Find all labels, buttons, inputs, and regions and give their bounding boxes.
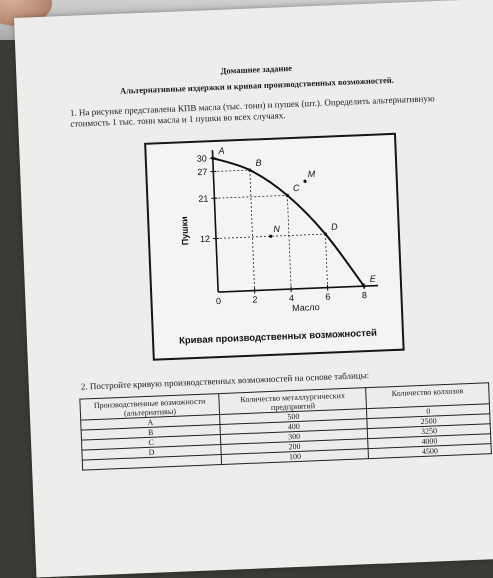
x-axis-label: Масло bbox=[292, 302, 320, 313]
task-2-text: 2. Постройте кривую производственных возможностей на основе таблицы: bbox=[81, 366, 481, 393]
x-tick-label: 0 bbox=[216, 296, 221, 306]
guide-line-horizontal bbox=[213, 170, 249, 171]
y-tick-label: 30 bbox=[197, 153, 207, 163]
guide-line-vertical bbox=[250, 170, 255, 291]
guide-line-vertical bbox=[287, 195, 291, 289]
table-cell: C bbox=[81, 435, 220, 451]
table-cell: 400 bbox=[220, 419, 368, 435]
table-header-alternatives: Производственные возможности (альтернативы) bbox=[80, 394, 220, 421]
x-tick-label: 2 bbox=[252, 294, 257, 304]
extra-point-marker bbox=[269, 235, 272, 238]
table-cell: 100 bbox=[221, 449, 369, 465]
curve-point-label: A bbox=[217, 146, 224, 156]
table-cell: A bbox=[81, 415, 220, 431]
table-cell: 4000 bbox=[368, 434, 491, 449]
guide-line-vertical bbox=[325, 234, 327, 288]
table-cell: 3250 bbox=[368, 424, 491, 439]
ppf-chart bbox=[144, 133, 405, 361]
x-axis-line bbox=[218, 286, 378, 292]
worksheet-page bbox=[14, 0, 493, 578]
page-subtitle: Альтернативные издержки и кривая производственных возможностей. bbox=[17, 71, 493, 100]
x-tick-label: 8 bbox=[362, 290, 367, 300]
table-header-kolkhozes: Количество колхозов bbox=[366, 383, 489, 409]
alternatives-table bbox=[79, 382, 492, 470]
table-cell: 300 bbox=[220, 429, 368, 445]
x-tick-label: 4 bbox=[289, 293, 294, 303]
table-cell: D bbox=[82, 445, 221, 461]
table-cell: 2500 bbox=[367, 414, 490, 429]
curve-point-label: B bbox=[255, 158, 261, 168]
extra-point-marker bbox=[303, 180, 306, 183]
x-tick-label: 6 bbox=[325, 292, 330, 302]
ppf-chart-svg bbox=[146, 135, 402, 359]
page-title: Домашнее задание bbox=[16, 55, 493, 84]
y-tick-label: 12 bbox=[200, 234, 210, 244]
curve-point-label: E bbox=[370, 274, 377, 284]
ppf-curve-line bbox=[213, 152, 364, 292]
table-cell: 4500 bbox=[368, 444, 491, 459]
table-cell: B bbox=[81, 425, 220, 441]
extra-point-label: N bbox=[273, 224, 280, 234]
curve-point-label: C bbox=[293, 183, 300, 193]
table-cell: 200 bbox=[221, 439, 369, 455]
table-header-metallurgy: Количество металлургических предприятий bbox=[219, 388, 367, 415]
chart-title: Кривая производственных возможностей bbox=[179, 328, 377, 347]
y-axis-label: Пушки bbox=[179, 216, 190, 245]
curve-point-label: D bbox=[331, 222, 338, 232]
y-tick-label: 27 bbox=[197, 167, 207, 177]
y-tick-label: 21 bbox=[198, 194, 208, 204]
extra-point-label: M bbox=[308, 169, 316, 179]
table-cell: 500 bbox=[220, 409, 368, 425]
task-1-text: 1. На рисунке представлена КПВ масла (тыс. тонн) и пушек (шт.). Определить альтернативную стоимость 1 тыс. тонн масла и 1 пушки во всех случаях. bbox=[70, 92, 471, 130]
table-cell: 0 bbox=[367, 404, 490, 419]
